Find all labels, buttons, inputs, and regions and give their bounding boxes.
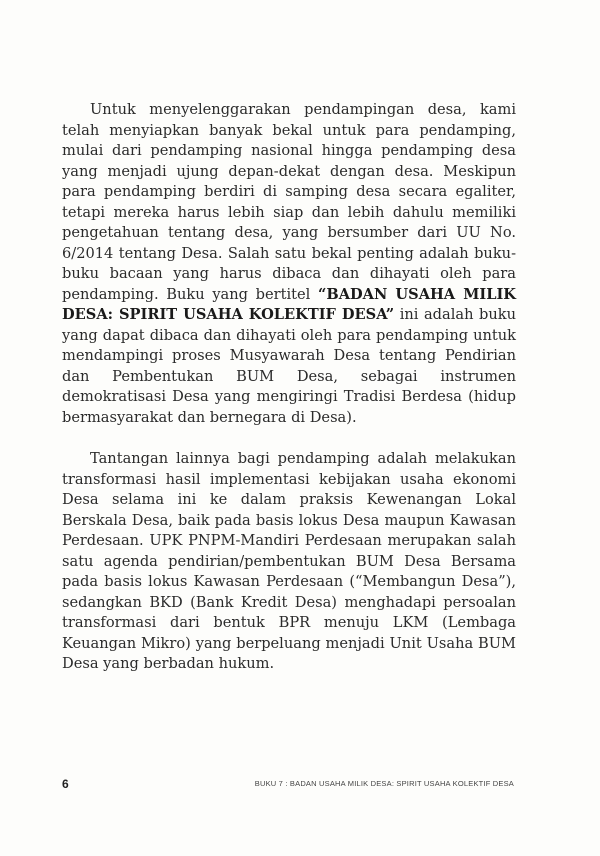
body-text [62, 100, 516, 675]
book-title: “BADAN USAHA MILIK DESA: SPIRIT USAHA KOLEKTIF DESA” [62, 285, 516, 323]
paragraph-1-rest: ini adalah buku yang dapat dibaca dan dihayati oleh para pendamping untuk mendampingi proses Musyawarah Desa tentang Pendirian dan Pembentukan BUM Desa, sebagai instrumen demokratisasi Desa yang mengiringi Tradisi Berdesa (hidup bermasyarakat dan bernegara di Desa). [62, 306, 516, 426]
paragraph-1-intro: Untuk menyelenggarakan pendampingan desa, kami telah menyiapkan banyak bekal untuk para pendamping, mulai dari pendamping nasional hingga pendamping desa yang menjadi ujung depan-dekat dengan desa. Meskipun para pendamping berdiri di samping desa secara egaliter, tetapi mereka harus lebih siap dan lebih dahulu memiliki pengetahuan tentang desa, yang bersumber dari UU No. 6/2014 tentang Desa. Salah satu bekal penting adalah buku-buku bacaan yang harus dibaca dan dihayati oleh para pendamping. Buku yang bertitel [62, 101, 516, 303]
page-number: 6 [62, 777, 69, 791]
paragraph-2: Tantangan lainnya bagi pendamping adalah melakukan transformasi hasil implementasi kebijakan usaha ekonomi Desa selama ini ke dalam praksis Kewenangan Lokal Berskala Desa, baik pada basis lokus Desa maupun Kawasan Perdesaan. UPK PNPM-Mandiri Perdesaan merupakan salah satu agenda pendirian/pembentukan BUM Desa Bersama pada basis lokus Kawasan Perdesaan (“Membangun Desa”), sedangkan BKD (Bank Kredit Desa) menghadapi persoalan transformasi dari bentuk BPR menuju LKM (Lembaga Keuangan Mikro) yang berpeluang menjadi Unit Usaha BUM Desa yang berbadan hukum. [62, 450, 516, 672]
paragraph-1 [62, 100, 516, 428]
running-title: BUKU 7 : BADAN USAHA MILIK DESA: SPIRIT USAHA KOLEKTIF DESA [254, 779, 514, 788]
